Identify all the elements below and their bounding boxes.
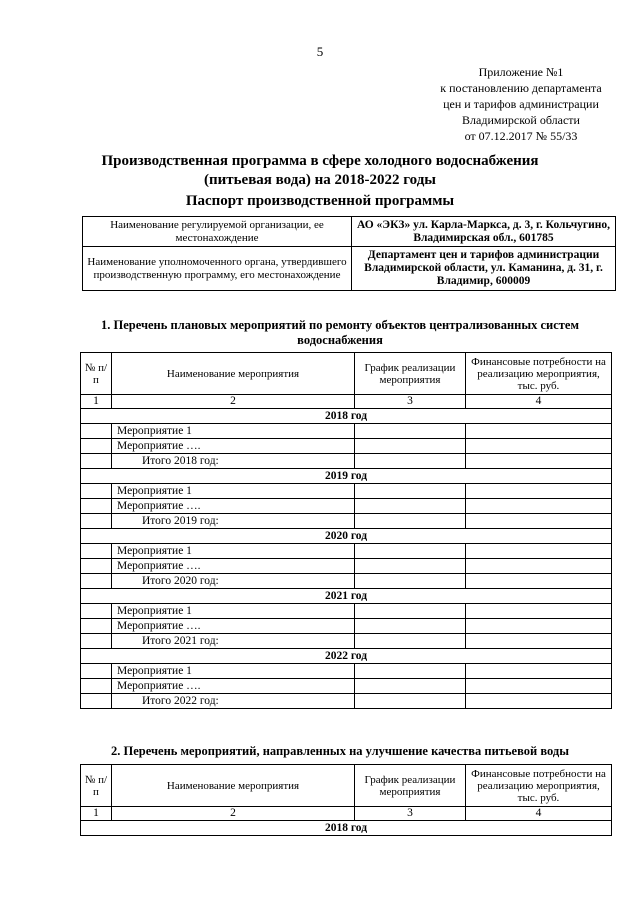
column-number: 4 bbox=[466, 395, 612, 409]
column-number: 3 bbox=[355, 395, 466, 409]
cell-name: Итого 2019 год: bbox=[112, 514, 355, 529]
year-row bbox=[81, 469, 612, 484]
cell-name: Мероприятие …. bbox=[112, 439, 355, 454]
appendix-line: Владимирской области bbox=[462, 113, 580, 127]
cell-number bbox=[81, 574, 112, 589]
activity-row bbox=[81, 424, 612, 439]
cell-number bbox=[81, 604, 112, 619]
year-label: 2022 год bbox=[81, 649, 612, 664]
cell-finance bbox=[466, 664, 612, 679]
document-title bbox=[60, 152, 580, 190]
table-header-row bbox=[81, 765, 612, 807]
cell-number bbox=[81, 559, 112, 574]
year-row bbox=[81, 409, 612, 424]
cell-finance bbox=[466, 484, 612, 499]
activity-row bbox=[81, 604, 612, 619]
activity-row bbox=[81, 484, 612, 499]
quality-table bbox=[80, 764, 612, 836]
cell-number bbox=[81, 424, 112, 439]
cell-schedule bbox=[355, 424, 466, 439]
cell-name: Мероприятие …. bbox=[112, 499, 355, 514]
cell-finance bbox=[466, 424, 612, 439]
cell-number bbox=[81, 499, 112, 514]
passport-value: АО «ЭКЗ» ул. Карла-Маркса, д. 3, г. Кольчугино, Владимирская обл., 601785 bbox=[352, 217, 616, 247]
appendix-line: Приложение №1 bbox=[478, 65, 564, 79]
cell-schedule bbox=[355, 664, 466, 679]
total-row bbox=[81, 514, 612, 529]
total-row bbox=[81, 694, 612, 709]
section-2-title: 2. Перечень мероприятий, направленных на улучшение качества питьевой воды bbox=[111, 744, 569, 758]
cell-finance bbox=[466, 634, 612, 649]
header-finance: Финансовые потребности на реализацию мероприятия, тыс. руб. bbox=[466, 353, 612, 395]
cell-number bbox=[81, 514, 112, 529]
total-row bbox=[81, 634, 612, 649]
cell-schedule bbox=[355, 679, 466, 694]
cell-name: Мероприятие 1 bbox=[112, 544, 355, 559]
header-number: № п/п bbox=[81, 353, 112, 395]
passport-label: Наименование уполномоченного органа, утвердившего производственную программу, его местонахождение bbox=[83, 247, 352, 291]
appendix-line: от 07.12.2017 № 55/33 bbox=[464, 129, 578, 143]
cell-name: Мероприятие 1 bbox=[112, 424, 355, 439]
cell-number bbox=[81, 544, 112, 559]
year-label: 2021 год bbox=[81, 589, 612, 604]
year-row bbox=[81, 529, 612, 544]
column-number: 1 bbox=[81, 395, 112, 409]
cell-schedule bbox=[355, 484, 466, 499]
passport-row bbox=[83, 217, 616, 247]
year-row bbox=[81, 589, 612, 604]
cell-name: Итого 2022 год: bbox=[112, 694, 355, 709]
total-row bbox=[81, 454, 612, 469]
cell-number bbox=[81, 484, 112, 499]
activity-row bbox=[81, 664, 612, 679]
cell-schedule bbox=[355, 604, 466, 619]
cell-name: Мероприятие 1 bbox=[112, 604, 355, 619]
passport-heading: Паспорт производственной программы bbox=[185, 193, 455, 209]
table-header-row bbox=[81, 353, 612, 395]
header-name: Наименование мероприятия bbox=[112, 765, 355, 807]
cell-number bbox=[81, 439, 112, 454]
appendix-block bbox=[426, 64, 616, 144]
activity-row bbox=[81, 499, 612, 514]
cell-name: Мероприятие …. bbox=[112, 619, 355, 634]
passport-value: Департамент цен и тарифов администрации Владимирской области, ул. Каманина, д. 31, г. Владимир, 600009 bbox=[352, 247, 616, 291]
year-row bbox=[81, 649, 612, 664]
cell-name: Мероприятие 1 bbox=[112, 484, 355, 499]
cell-schedule bbox=[355, 694, 466, 709]
header-finance: Финансовые потребности на реализацию мероприятия, тыс. руб. bbox=[466, 765, 612, 807]
cell-finance bbox=[466, 544, 612, 559]
cell-schedule bbox=[355, 574, 466, 589]
header-number: № п/п bbox=[81, 765, 112, 807]
cell-name: Мероприятие 1 bbox=[112, 664, 355, 679]
column-number: 2 bbox=[112, 807, 355, 821]
cell-number bbox=[81, 634, 112, 649]
cell-name: Итого 2018 год: bbox=[112, 454, 355, 469]
cell-name: Итого 2021 год: bbox=[112, 634, 355, 649]
activity-row bbox=[81, 619, 612, 634]
year-label: 2018 год bbox=[81, 821, 612, 836]
cell-schedule bbox=[355, 634, 466, 649]
year-label: 2018 год bbox=[81, 409, 612, 424]
year-label: 2019 год bbox=[81, 469, 612, 484]
activity-row bbox=[81, 544, 612, 559]
page-number: 5 bbox=[316, 44, 324, 59]
header-name: Наименование мероприятия bbox=[112, 353, 355, 395]
cell-finance bbox=[466, 619, 612, 634]
cell-finance bbox=[466, 499, 612, 514]
cell-number bbox=[81, 454, 112, 469]
activity-row bbox=[81, 439, 612, 454]
repairs-table bbox=[80, 352, 612, 709]
year-label: 2020 год bbox=[81, 529, 612, 544]
cell-finance bbox=[466, 604, 612, 619]
cell-finance bbox=[466, 574, 612, 589]
column-number: 3 bbox=[355, 807, 466, 821]
title-line: (питьевая вода) на 2018-2022 годы bbox=[203, 172, 437, 188]
activity-row bbox=[81, 679, 612, 694]
total-row bbox=[81, 574, 612, 589]
passport-label: Наименование регулируемой организации, ее местонахождение bbox=[83, 217, 352, 247]
cell-finance bbox=[466, 679, 612, 694]
cell-finance bbox=[466, 559, 612, 574]
cell-finance bbox=[466, 694, 612, 709]
title-line: Производственная программа в сфере холодного водоснабжения bbox=[101, 153, 539, 169]
cell-schedule bbox=[355, 544, 466, 559]
cell-schedule bbox=[355, 454, 466, 469]
cell-schedule bbox=[355, 439, 466, 454]
cell-schedule bbox=[355, 559, 466, 574]
cell-number bbox=[81, 619, 112, 634]
cell-number bbox=[81, 664, 112, 679]
cell-finance bbox=[466, 454, 612, 469]
cell-name: Мероприятие …. bbox=[112, 679, 355, 694]
passport-table bbox=[82, 216, 616, 291]
appendix-line: цен и тарифов администрации bbox=[443, 97, 599, 111]
cell-number bbox=[81, 694, 112, 709]
passport-row bbox=[83, 247, 616, 291]
cell-name: Мероприятие …. bbox=[112, 559, 355, 574]
column-number: 4 bbox=[466, 807, 612, 821]
appendix-line: к постановлению департамента bbox=[440, 81, 602, 95]
cell-name: Итого 2020 год: bbox=[112, 574, 355, 589]
header-schedule: График реализации мероприятия bbox=[355, 353, 466, 395]
section-1-title: 1. Перечень плановых мероприятий по ремонту объектов централизованных систем водоснабжения bbox=[101, 318, 579, 347]
cell-finance bbox=[466, 439, 612, 454]
header-schedule: График реализации мероприятия bbox=[355, 765, 466, 807]
year-row bbox=[81, 821, 612, 836]
cell-number bbox=[81, 679, 112, 694]
column-number-row bbox=[81, 395, 612, 409]
cell-schedule bbox=[355, 619, 466, 634]
column-number-row bbox=[81, 807, 612, 821]
activity-row bbox=[81, 559, 612, 574]
cell-schedule bbox=[355, 499, 466, 514]
column-number: 1 bbox=[81, 807, 112, 821]
cell-schedule bbox=[355, 514, 466, 529]
column-number: 2 bbox=[112, 395, 355, 409]
cell-finance bbox=[466, 514, 612, 529]
